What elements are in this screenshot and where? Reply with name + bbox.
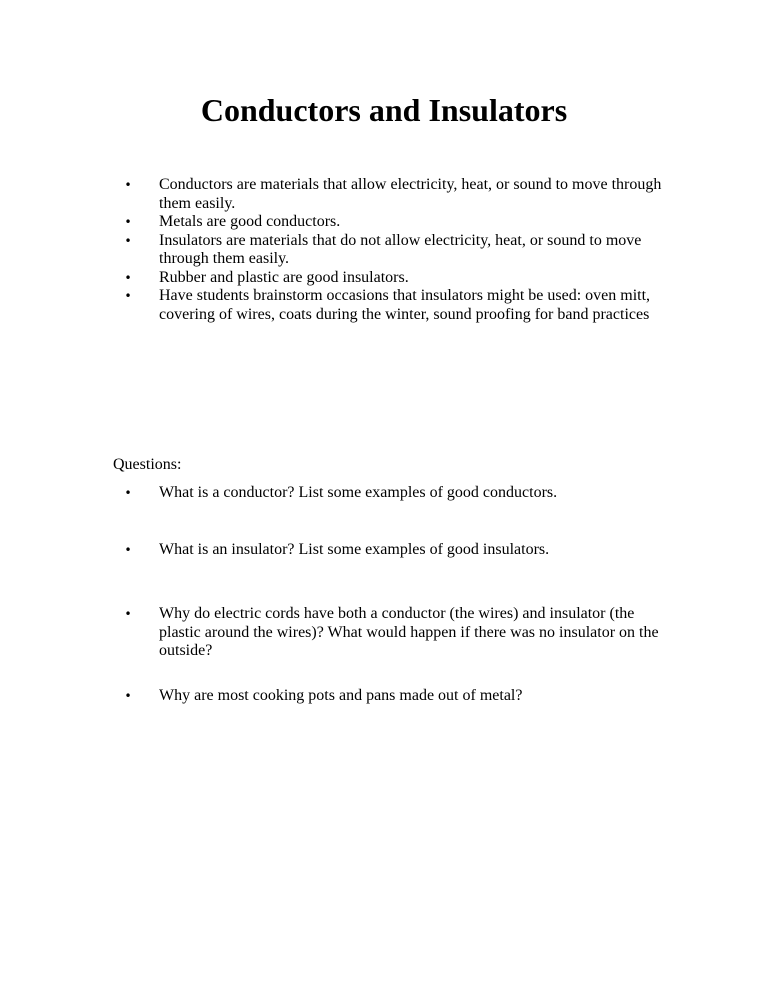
note-text: Conductors are materials that allow electricity, heat, or sound to move through them easily. — [159, 176, 662, 212]
bullet-icon: • — [124, 178, 132, 192]
question-item — [113, 484, 673, 503]
bullet-icon: • — [124, 543, 132, 557]
list-item — [113, 287, 673, 324]
question-list — [113, 541, 673, 560]
question-text: Why are most cooking pots and pans made out of metal? — [159, 687, 523, 704]
question-list — [113, 687, 673, 706]
note-text: Insulators are materials that do not allow electricity, heat, or sound to move through them easily. — [159, 231, 642, 267]
list-item — [113, 269, 673, 288]
bullet-icon: • — [124, 689, 132, 703]
bullet-icon: • — [124, 215, 132, 229]
bullet-icon: • — [124, 233, 132, 248]
questions-heading: Questions: — [113, 456, 182, 473]
question-item — [113, 687, 673, 706]
question-text: What is a conductor? List some examples of good conductors. — [159, 484, 558, 501]
note-text: Metals are good conductors. — [159, 213, 341, 230]
question-list — [113, 484, 673, 503]
note-text: Have students brainstorm occasions that insulators might be used: oven mitt, covering of wires, coats during the winter, sound proofing for band practices — [159, 287, 651, 323]
question-text: What is an insulator? List some examples of good insulators. — [159, 541, 550, 558]
question-text: Why do electric cords have both a conductor (the wires) and insulator (the plastic around the wires)? What would happen if there was no insulator on the outside? — [159, 605, 659, 659]
notes-list — [113, 176, 673, 324]
note-text: Rubber and plastic are good insulators. — [159, 268, 409, 286]
list-item — [113, 213, 673, 232]
bullet-icon: • — [124, 270, 132, 285]
list-item — [113, 232, 673, 269]
bullet-icon: • — [124, 289, 132, 303]
bullet-icon: • — [124, 486, 132, 500]
bullet-icon: • — [124, 607, 132, 621]
question-item — [113, 541, 673, 560]
list-item — [113, 176, 673, 213]
question-list — [113, 605, 673, 661]
question-item — [113, 605, 673, 661]
page-title: Conductors and Insulators — [200, 92, 568, 128]
